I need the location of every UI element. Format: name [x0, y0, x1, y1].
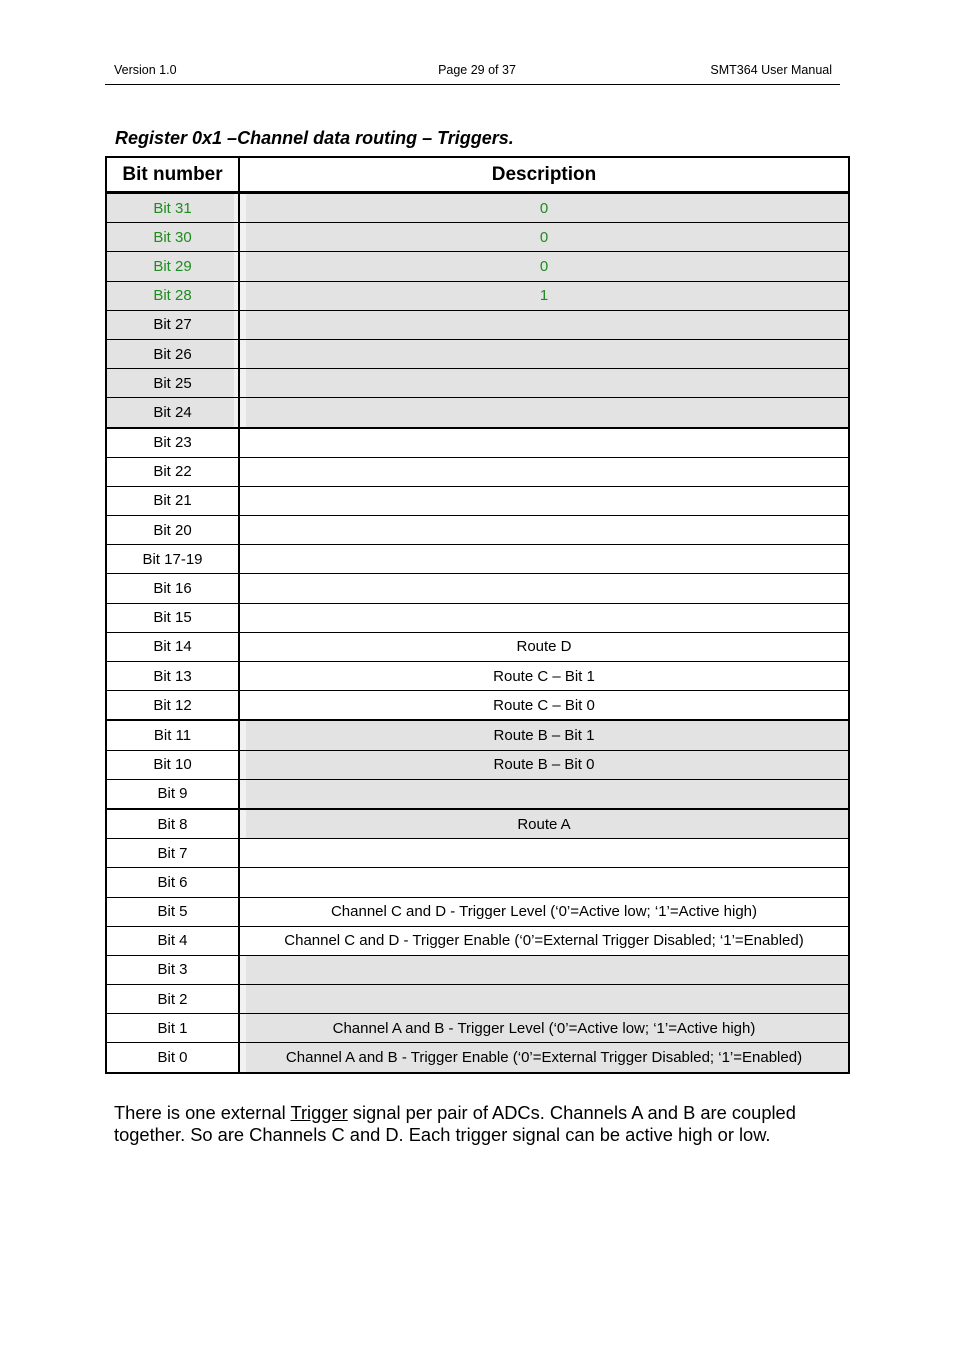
description-cell [239, 603, 849, 632]
bit-number-cell: Bit 9 [106, 779, 239, 809]
bit-number-cell: Bit 22 [106, 457, 239, 486]
table-row [106, 281, 849, 310]
trigger-link[interactable]: Trigger [290, 1102, 348, 1123]
description-cell: Channel C and D - Trigger Level (‘0’=Active low; ‘1’=Active high) [239, 897, 849, 926]
bit-number-cell: Bit 6 [106, 868, 239, 897]
table-row [106, 955, 849, 984]
bit-number-cell: Bit 27 [106, 310, 239, 339]
table-row [106, 868, 849, 897]
table-row [106, 720, 849, 750]
description-cell: 0 [239, 193, 849, 223]
bit-number-cell: Bit 4 [106, 926, 239, 955]
table-row [106, 985, 849, 1014]
description-cell: Channel A and B - Trigger Level (‘0’=Active low; ‘1’=Active high) [239, 1014, 849, 1043]
table-row [106, 252, 849, 281]
table-row [106, 574, 849, 603]
bit-number-cell: Bit 17-19 [106, 545, 239, 574]
table-row [106, 779, 849, 809]
description-cell [239, 574, 849, 603]
column-header-description: Description [239, 157, 849, 193]
description-cell [239, 955, 849, 984]
bit-number-cell: Bit 28 [106, 281, 239, 310]
header-page-number: Page 29 of 37 [438, 63, 516, 77]
description-cell: 0 [239, 252, 849, 281]
header-manual-title: SMT364 User Manual [710, 63, 832, 77]
bit-number-cell: Bit 16 [106, 574, 239, 603]
table-row [106, 545, 849, 574]
description-cell: 1 [239, 281, 849, 310]
table-row [106, 457, 849, 486]
bit-number-cell: Bit 12 [106, 691, 239, 721]
bit-number-cell: Bit 2 [106, 985, 239, 1014]
description-cell [239, 545, 849, 574]
description-cell [239, 369, 849, 398]
bit-number-cell: Bit 0 [106, 1043, 239, 1073]
description-cell [239, 339, 849, 368]
table-row [106, 926, 849, 955]
bit-number-cell: Bit 21 [106, 486, 239, 515]
table-row [106, 398, 849, 428]
description-cell: Route A [239, 809, 849, 839]
description-cell: Route C – Bit 1 [239, 662, 849, 691]
bit-number-cell: Bit 31 [106, 193, 239, 223]
table-row [106, 897, 849, 926]
description-cell: Route C – Bit 0 [239, 691, 849, 721]
column-header-bit-number: Bit number [106, 157, 239, 193]
bit-number-cell: Bit 7 [106, 839, 239, 868]
bit-number-cell: Bit 11 [106, 720, 239, 750]
description-cell: Route B – Bit 1 [239, 720, 849, 750]
header-version: Version 1.0 [114, 63, 177, 77]
bit-number-cell: Bit 13 [106, 662, 239, 691]
paragraph-text-start: There is one external [114, 1102, 291, 1123]
table-row [106, 369, 849, 398]
header-rule [105, 84, 840, 85]
description-cell [239, 398, 849, 428]
table-row [106, 632, 849, 661]
bit-number-cell: Bit 10 [106, 750, 239, 779]
bit-number-cell: Bit 25 [106, 369, 239, 398]
description-cell: Channel C and D - Trigger Enable (‘0’=External Trigger Disabled; ‘1’=Enabled) [239, 926, 849, 955]
table-row [106, 428, 849, 458]
bit-number-cell: Bit 30 [106, 223, 239, 252]
table-row [106, 310, 849, 339]
table-row [106, 750, 849, 779]
description-cell: Route B – Bit 0 [239, 750, 849, 779]
bit-number-cell: Bit 23 [106, 428, 239, 458]
description-cell [239, 457, 849, 486]
body-paragraph [114, 1102, 854, 1146]
register-table [105, 156, 850, 1074]
bit-number-cell: Bit 29 [106, 252, 239, 281]
bit-number-cell: Bit 15 [106, 603, 239, 632]
description-cell: Channel A and B - Trigger Enable (‘0’=External Trigger Disabled; ‘1’=Enabled) [239, 1043, 849, 1073]
description-cell: Route D [239, 632, 849, 661]
table-row [106, 691, 849, 721]
description-cell [239, 428, 849, 458]
table-row [106, 809, 849, 839]
table-row [106, 516, 849, 545]
table-header-row [106, 157, 849, 193]
table-row [106, 839, 849, 868]
description-cell [239, 868, 849, 897]
bit-number-cell: Bit 24 [106, 398, 239, 428]
table-row [106, 1043, 849, 1073]
description-cell [239, 839, 849, 868]
bit-number-cell: Bit 8 [106, 809, 239, 839]
description-cell: 0 [239, 223, 849, 252]
bit-number-cell: Bit 1 [106, 1014, 239, 1043]
paragraph-text-end: signal per pair of ADCs. Channels A and B are coupled together. So are Channels C and D. Each trigger signal can be active high or low. [114, 1102, 796, 1145]
description-cell [239, 779, 849, 809]
bit-number-cell: Bit 3 [106, 955, 239, 984]
bit-number-cell: Bit 20 [106, 516, 239, 545]
table-row [106, 486, 849, 515]
table-row [106, 662, 849, 691]
table-row [106, 339, 849, 368]
table-row [106, 193, 849, 223]
table-row [106, 603, 849, 632]
description-cell [239, 985, 849, 1014]
bit-number-cell: Bit 26 [106, 339, 239, 368]
description-cell [239, 486, 849, 515]
register-caption: Register 0x1 –Channel data routing – Triggers. [115, 128, 514, 148]
register-table-body [106, 193, 849, 1073]
bit-number-cell: Bit 14 [106, 632, 239, 661]
description-cell [239, 516, 849, 545]
table-row [106, 1014, 849, 1043]
bit-number-cell: Bit 5 [106, 897, 239, 926]
description-cell [239, 310, 849, 339]
table-row [106, 223, 849, 252]
